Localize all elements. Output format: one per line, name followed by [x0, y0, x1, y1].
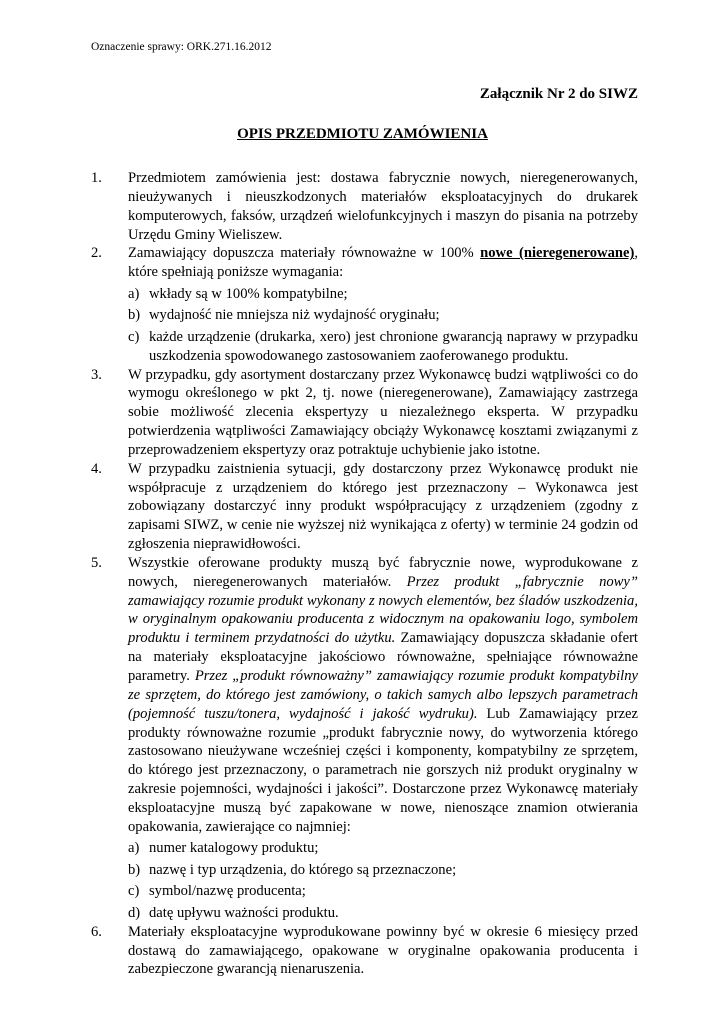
list-item-5: [91, 554, 638, 923]
list-item-4: [91, 460, 638, 554]
list-item-3: [91, 366, 638, 460]
item-text: Materiały eksploatacyjne wyprodukowane powinny być w okresie 6 miesięcy przed dostawą do zamawiającego, opakowane w oryginalne opakowania producenta i zabezpieczone gwarancją nienaruszenia.: [128, 923, 638, 978]
sub-item: [128, 306, 638, 325]
sub-item-text: nazwę i typ urządzenia, do którego są przeznaczone;: [149, 861, 457, 878]
item-number: 1.: [91, 170, 102, 186]
sub-item-letter: c): [128, 328, 140, 345]
sub-item: [128, 882, 638, 901]
sub-item-letter: b): [128, 307, 141, 324]
item-text: W przypadku zaistnienia sytuacji, gdy dostarczony przez Wykonawcę produkt nie współpracuje z urządzeniem do którego jest przeznaczony – Wykonawca jest zobowiązany dostarczyć inny produkt współpracujący z urządzeniem (zgodny z zapisami SIWZ, w cenie nie wyższej niż wynikająca z oferty) w terminie 24 godzin od zgłoszenia nieprawidłowości.: [128, 460, 638, 553]
sub-item-text: każde urządzenie (drukarka, xero) jest chronione gwarancją naprawy w przypadku uszkodzenia spowodowanego zastosowaniem zaoferowanego produktu.: [149, 328, 638, 364]
item-number: 6.: [91, 923, 102, 940]
list-item-1: [91, 169, 638, 244]
item-text: Lub Zamawiający przez produkty równoważne rozumie „produkt fabrycznie nowy, do wytworzenia którego zastosowano nieużywane wcześniej części i komponenty, kompatybilny ze sprzętem, do którego jest przeznaczony, o parametrach nie gorszych niż produkt oryginalny w zakresie pojemności, wydajności i jakości”. Dostarczone przez Wykonawcę materiały eksploatacyjne muszą być zapakowane w nowe, nienoszące znamion otwierania opakowania, zawierające co najmniej:: [128, 705, 639, 835]
item-paragraph: [128, 244, 638, 282]
item-text: W przypadku, gdy asortyment dostarczany przez Wykonawcę budzi wątpliwości co do wymogu określonego w pkt 2, tj. nowe (nieregenerowane), Zamawiający zastrzega sobie możliwość zlecenia ekspertyzy u niezależnego eksperta. W przypadku potwierdzenia wątpliwości Zamawiający obciąży Wykonawcę kosztami związanymi z przeprowadzeniem ekspertyzy oraz potraktuje uchybienie jako istotne.: [128, 366, 638, 458]
sub-item-text: datę upływu ważności produktu.: [149, 904, 339, 921]
sub-item: [128, 285, 638, 304]
list-item-6: [91, 923, 638, 980]
item-number: 2.: [91, 245, 102, 262]
document-title: OPIS PRZEDMIOTU ZAMÓWIENIA: [237, 126, 488, 142]
sub-item-letter: a): [128, 285, 140, 302]
item-text: Przedmiotem zamówienia jest: dostawa fabrycznie nowych, nieregenerowanych, nieużywanych i nieuszkodzonych materiałów eksploatacyjnych do drukarek komputerowych, faksów, urządzeń wielofunkcyjnych i maszyn do pisania na potrzeby Urzędu Gminy Wieliszew.: [128, 170, 638, 243]
sub-item-letter: c): [128, 883, 140, 900]
item-number: 5.: [91, 554, 102, 571]
sub-item-text: wydajność nie mniejsza niż wydajność oryginału;: [149, 307, 440, 324]
item-number: 3.: [91, 366, 102, 383]
item-number: 4.: [91, 460, 102, 477]
item-text: , które spełniają poniższe wymagania:: [128, 245, 638, 281]
item-content: [128, 244, 638, 365]
item-text: Wszystkie oferowane produkty muszą być fabrycznie nowe, wyprodukowane z nowych, nieregenerowanych materiałów.: [128, 554, 638, 590]
sub-item: [128, 861, 638, 880]
definition-text: Przez „produkt równoważny” zamawiający rozumie produkt kompatybilny ze sprzętem, do którego jest zamówiony, o takich samych albo lepszych parametrach (pojemność tuszu/tonera, wydajność i jakość wydruku).: [128, 668, 638, 722]
item-text: Zamawiający dopuszcza składanie ofert na materiały eksploatacyjne jakościowo równoważne, spełniające równoważne parametry.: [128, 630, 638, 684]
sub-item-letter: b): [128, 861, 141, 878]
sub-item-letter: a): [128, 840, 140, 857]
item-text: Zamawiający dopuszcza materiały równoważne w 100%: [128, 245, 481, 262]
attachment-label: Załącznik Nr 2 do SIWZ: [479, 86, 638, 102]
emphasis-text: nowe (nieregenerowane): [480, 245, 635, 262]
sub-item-text: symbol/nazwę producenta;: [149, 883, 306, 900]
definition-text: Przez produkt „fabrycznie nowy” zamawiający rozumie produkt wykonany z nowych elementów, bez śladów uszkodzenia, w oryginalnym opakowaniu producenta z widocznym na opakowaniu logo, symbolem produktu i terminem przydatności do użytku.: [128, 573, 638, 647]
item-content: [128, 554, 638, 923]
item-paragraph: [128, 554, 638, 837]
list-item-2: [91, 244, 638, 365]
sub-item-text: numer katalogowy produktu;: [149, 840, 319, 857]
sub-item-text: wkłady są w 100% kompatybilne;: [149, 285, 348, 302]
sub-item-letter: d): [128, 904, 141, 921]
case-reference: Oznaczenie sprawy: ORK.271.16.2012: [91, 41, 272, 53]
sub-item: [128, 839, 638, 858]
sub-item: [128, 904, 638, 923]
requirements-list: [91, 169, 638, 979]
sub-item: [128, 328, 638, 366]
